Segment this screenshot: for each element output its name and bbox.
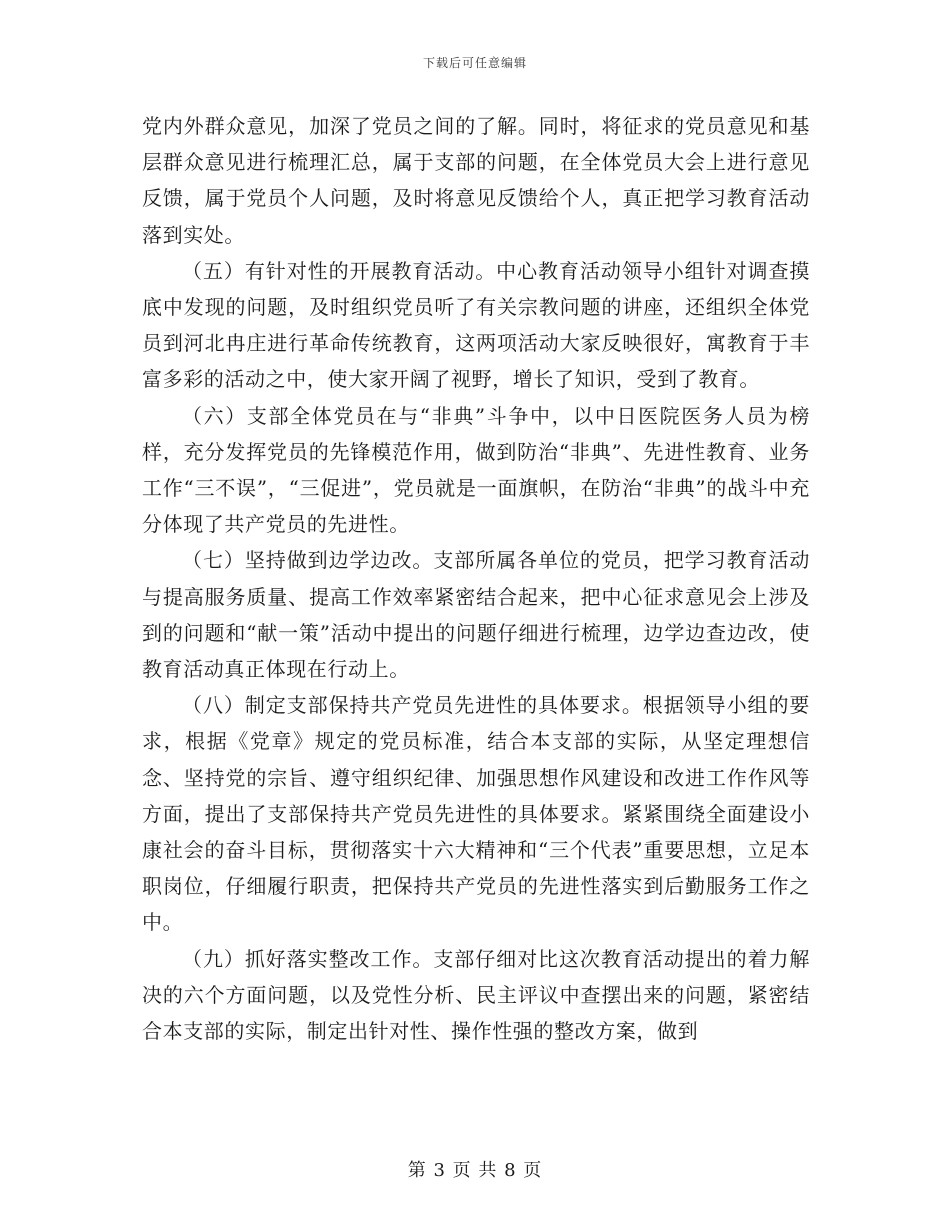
footer-current-page: 3: [433, 1160, 446, 1181]
footer-label-di: 第: [407, 1160, 427, 1181]
paragraph-section-7: （七）坚持做到边学边改。支部所属各单位的党员，把学习教育活动与提高服务质量、提高工作效率紧密结合起来，把中心征求意见会上涉及到的问题和“献一策”活动中提出的问题仔细进行梳理，边学边查边改，使教育活动真正体现在行动上。: [142, 548, 810, 682]
paragraph-section-8: （八）制定支部保持共产党员先进性的具体要求。根据领导小组的要求，根据《党章》规定的党员标准，结合本支部的实际，从坚定理想信念、坚持党的宗旨、遵守组织纪律、加强思想作风建设和改进工作作风等方面，提出了支部保持共产党员先进性的具体要求。紧紧围绕全面建设小康社会的奋斗目标，贯彻落实十六大精神和“三个代表”重要思想，立足本职岗位，仔细履行职责，把保持共产党员的先进性落实到后勤服务工作之中。: [142, 693, 810, 935]
paragraph-continuation: 党内外群众意见，加深了党员之间的了解。同时，将征求的党员意见和基层群众意见进行梳理汇总，属于支部的问题，在全体党员大会上进行意见反馈，属于党员个人问题，及时将意见反馈给个人，真正把学习教育活动落到实处。: [142, 114, 810, 247]
footer-label-gong: 共: [478, 1160, 498, 1181]
page-header-note: 下载后可任意编辑: [422, 56, 527, 70]
footer-total-pages: 8: [504, 1160, 517, 1181]
paragraph-section-5: （五）有针对性的开展教育活动。中心教育活动领导小组针对调查摸底中发现的问题，及时组织党员听了有关宗教问题的讲座，还组织全体党员到河北冉庄进行革命传统教育，这两项活动大家反映很好，寓教育于丰富多彩的活动之中，使大家开阔了视野，增长了知识，受到了教育。: [142, 258, 810, 392]
footer-label-ye2: 页: [523, 1160, 543, 1181]
document-body: [142, 108, 810, 1049]
paragraph-section-9: （九）抓好落实整改工作。支部仔细对比这次教育活动提出的着力解决的六个方面问题，以及党性分析、民主评议中查摆出来的问题，紧密结合本支部的实际，制定出针对性、操作性强的整改方案，做到: [142, 946, 810, 1044]
footer-label-ye: 页: [452, 1160, 472, 1181]
paragraph-section-6: （六）支部全体党员在与“非典”斗争中，以中日医院医务人员为榜样，充分发挥党员的先锋模范作用，做到防治“非典”、先进性教育、业务工作“三不误”，“三促进”，党员就是一面旗帜，在防治“非典”的战斗中充分体现了共产党员的先进性。: [142, 403, 810, 537]
page-footer: [0, 1156, 950, 1182]
